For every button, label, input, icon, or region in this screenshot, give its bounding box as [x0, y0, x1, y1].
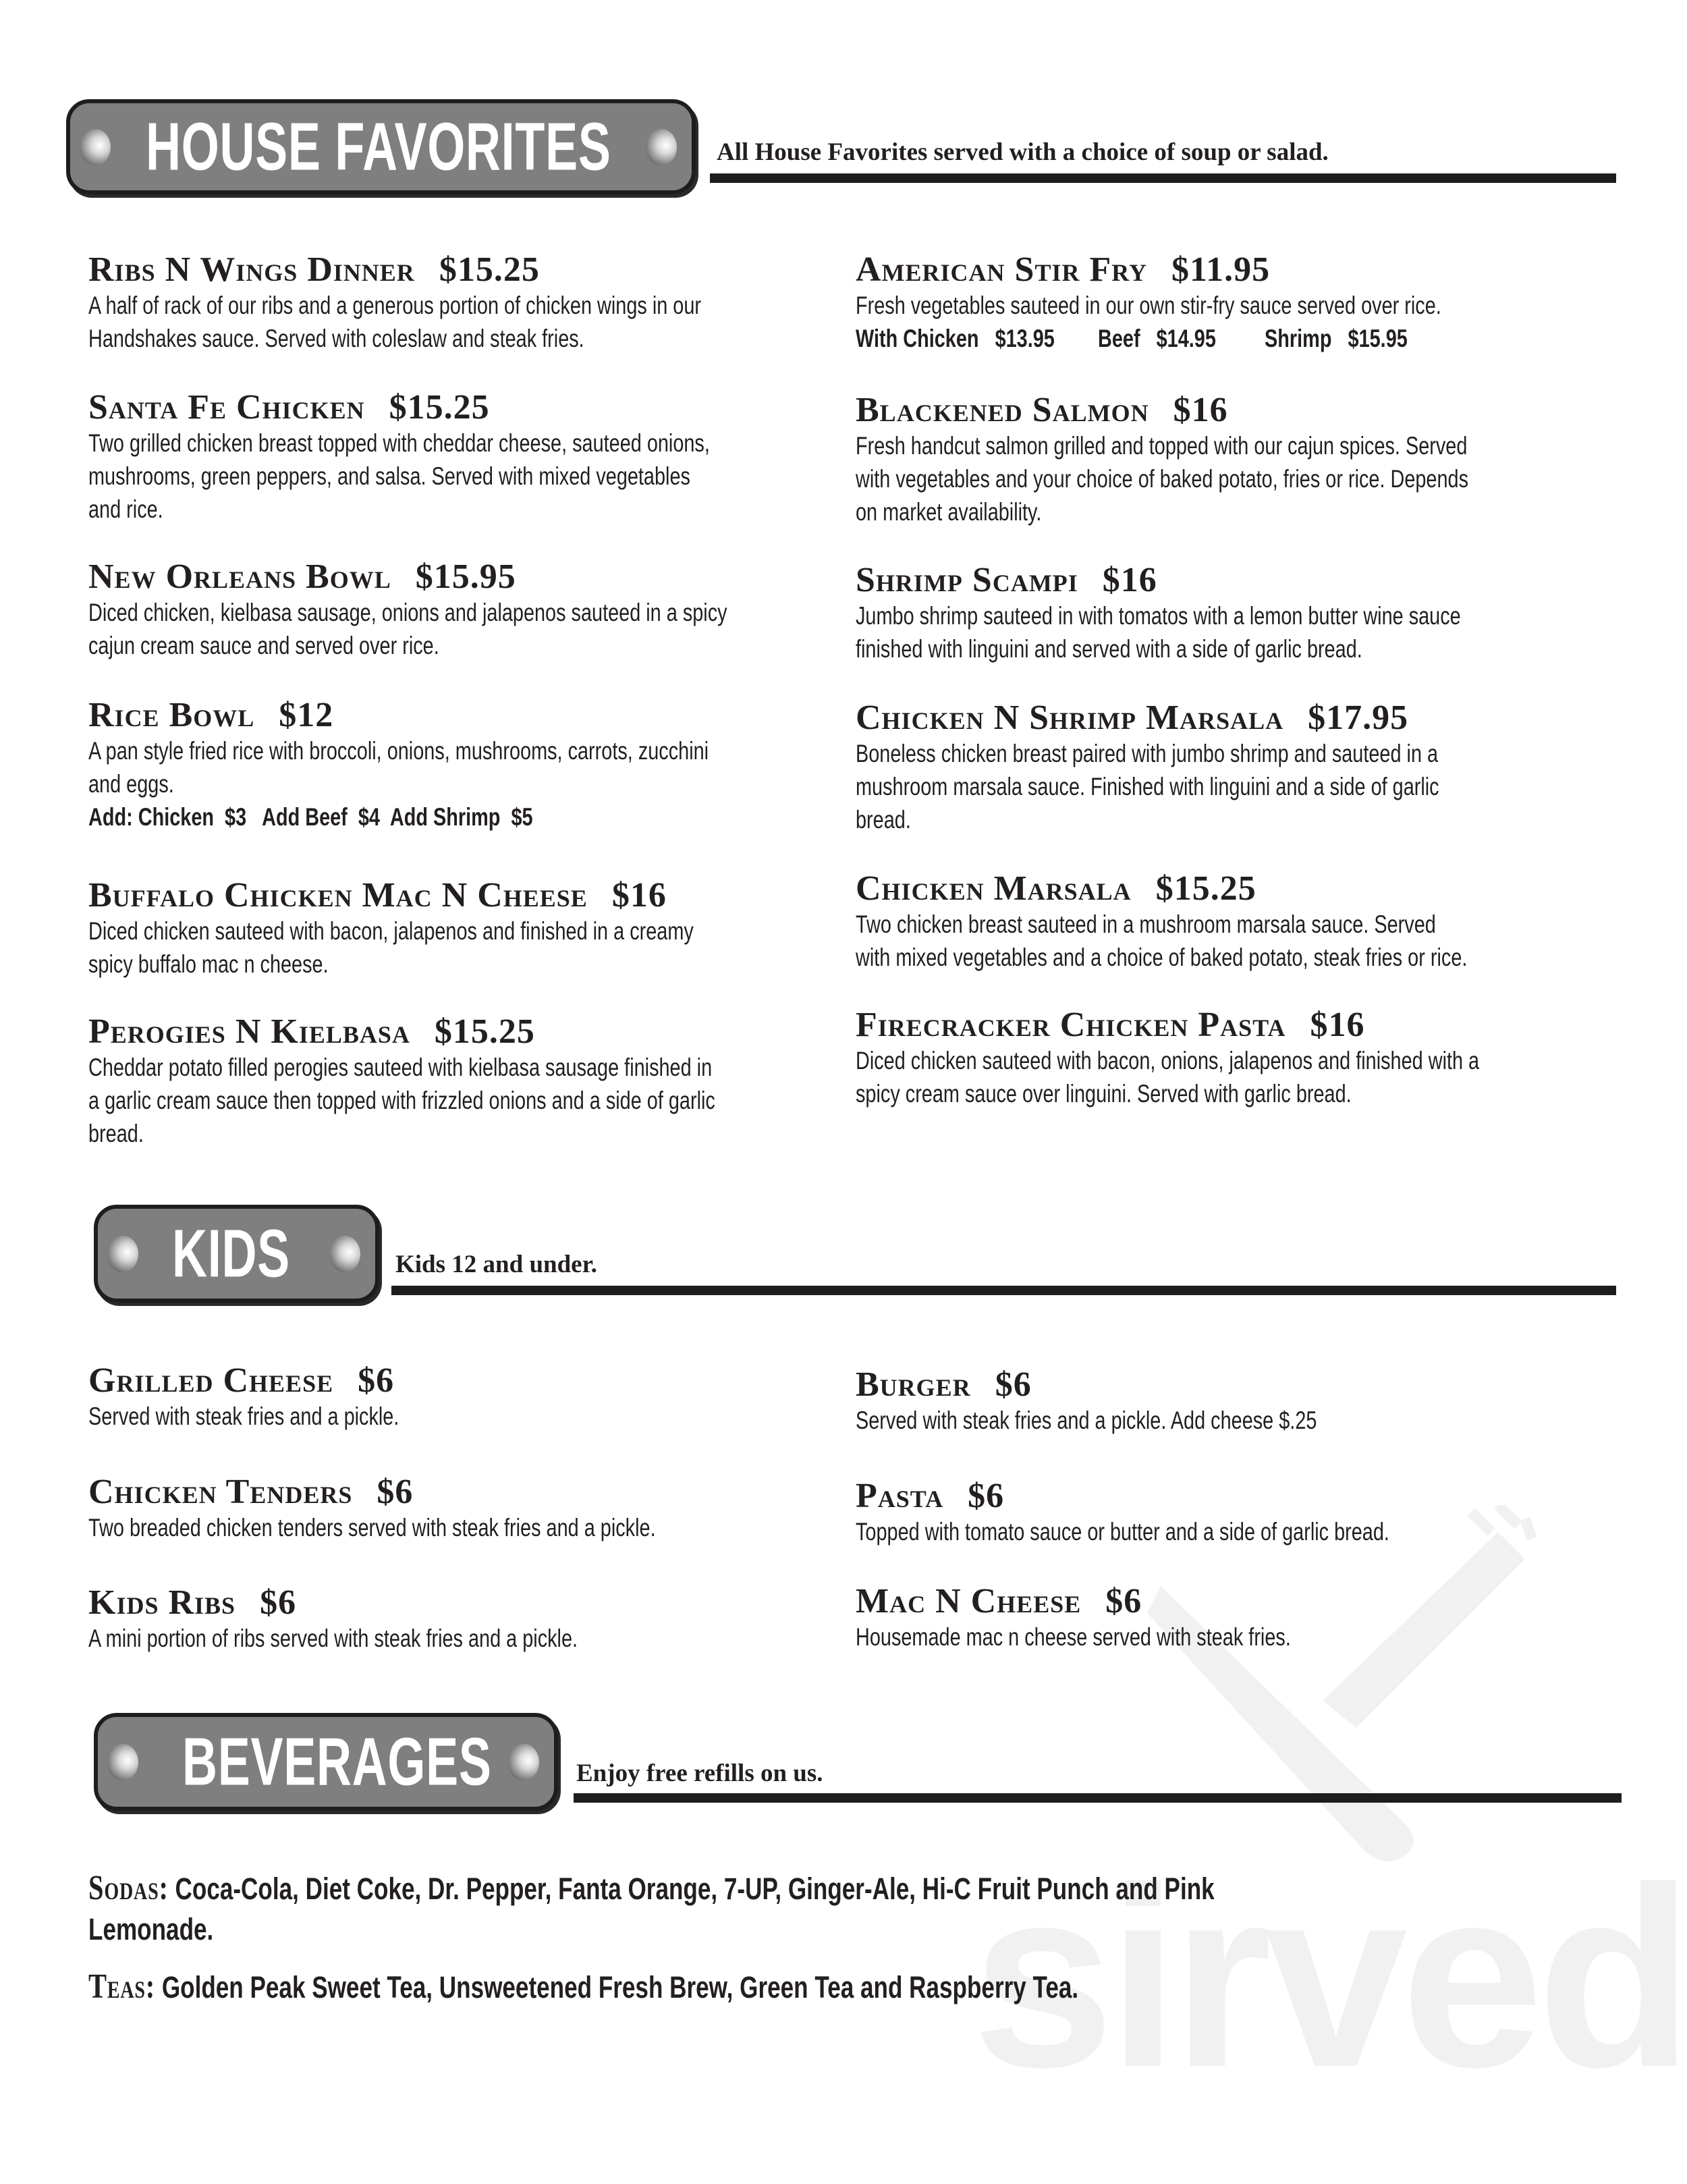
item-title: [856, 1006, 1638, 1044]
section-subtitle: Enjoy free refills on us.: [576, 1759, 823, 1787]
description-line: Two breaded chicken tenders served with steak fries and a pickle.: [88, 1514, 656, 1541]
section-title: HOUSE FAVORITES: [146, 109, 611, 184]
section-title: BEVERAGES: [182, 1724, 492, 1799]
item-description: [856, 737, 1645, 836]
item-description: [88, 1622, 878, 1655]
menu-item: [88, 877, 871, 981]
description-line: spicy buffalo mac n cheese.: [88, 950, 329, 978]
description-line: Boneless chicken breast paired with jumbo shrimp and sauteed in a: [856, 740, 1439, 767]
item-name: Pasta: [856, 1477, 944, 1515]
item-name: Shrimp Scampi: [856, 561, 1078, 599]
item-name: Chicken Tenders: [88, 1473, 353, 1511]
item-price: $6: [968, 1477, 1005, 1515]
description-line: Diced chicken sauteed with bacon, jalapenos and finished in a creamy: [88, 917, 694, 945]
item-description: [856, 1620, 1645, 1654]
item-title: [856, 870, 1638, 908]
item-name: New Orleans Bowl: [88, 557, 391, 596]
item-name: Burger: [856, 1365, 971, 1404]
item-name: American Stir Fry: [856, 250, 1147, 289]
teas-label: Teas:: [88, 1967, 156, 2006]
menu-item: [856, 562, 1638, 665]
item-price: $15.25: [439, 250, 540, 289]
item-title: [856, 1477, 1638, 1515]
menu-item: [88, 251, 871, 355]
item-description: [88, 1400, 878, 1433]
divider: [710, 173, 1616, 183]
description-line: bread.: [88, 1120, 144, 1147]
item-title: [856, 391, 1638, 429]
item-price: $12: [279, 696, 334, 734]
item-price: $6: [260, 1583, 297, 1622]
ball-icon: [107, 1236, 138, 1272]
description-line: Fresh vegetables sauteed in our own stir-fry sauce served over rice.: [856, 292, 1441, 319]
description-line: with mixed vegetables and a choice of baked potato, steak fries or rice.: [856, 944, 1468, 971]
menu-item: [856, 1477, 1638, 1548]
description-line: and eggs.: [88, 770, 174, 798]
description-line: a garlic cream sauce then topped with frizzled onions and a side of garlic: [88, 1087, 715, 1114]
menu-item: [88, 1473, 871, 1544]
description-line: cajun cream sauce and served over rice.: [88, 632, 439, 659]
item-price: $15.25: [389, 388, 490, 427]
divider: [391, 1286, 1616, 1295]
description-line: Two grilled chicken breast topped with cheddar cheese, sauteed onions,: [88, 429, 710, 457]
description-line: A half of rack of our ribs and a generous portion of chicken wings in our: [88, 292, 702, 319]
divider: [574, 1793, 1622, 1803]
item-title: [88, 1584, 871, 1622]
item-title: [88, 1362, 871, 1400]
watermark: sirved: [972, 1834, 1687, 2121]
description-line: Served with steak fries and a pickle.: [88, 1402, 399, 1430]
menu-item: [88, 1362, 871, 1433]
fork-knife-icon: [1120, 1505, 1539, 1883]
ball-icon: [80, 129, 111, 165]
item-title: [856, 699, 1638, 737]
menu-item: [88, 558, 871, 662]
item-description: [856, 429, 1645, 528]
item-description: [88, 596, 878, 662]
section-subtitle: Kids 12 and under.: [395, 1251, 597, 1278]
description-line: A pan style fried rice with broccoli, onions, mushrooms, carrots, zucchini: [88, 737, 709, 765]
menu-item: [88, 389, 871, 526]
item-price: $6: [995, 1365, 1032, 1404]
item-title: [88, 251, 871, 289]
section-subtitle: All House Favorites served with a choice of soup or salad.: [717, 138, 1329, 166]
item-title: [88, 697, 871, 734]
item-name: Chicken N Shrimp Marsala: [856, 699, 1284, 737]
item-title: [88, 1473, 871, 1511]
menu-item: [856, 391, 1638, 528]
item-price: $16: [1173, 391, 1228, 429]
item-price: $15.25: [1155, 869, 1256, 908]
item-name: Santa Fe Chicken: [88, 388, 365, 427]
ball-icon: [508, 1744, 539, 1780]
item-name: Chicken Marsala: [856, 869, 1132, 908]
description-line: Fresh handcut salmon grilled and topped with our cajun spices. Served: [856, 432, 1468, 460]
teas-text: Golden Peak Sweet Tea, Unsweetened Fresh Brew, Green Tea and Raspberry Tea.: [161, 1970, 1079, 2004]
item-description: [856, 1044, 1645, 1110]
item-title: [88, 558, 871, 596]
menu-item: [856, 870, 1638, 974]
description-line: bread.: [856, 806, 911, 834]
item-title: [856, 562, 1638, 599]
item-addons: Add: Chicken $3 Add Beef $4 Add Shrimp $5: [88, 803, 533, 831]
item-price: $15.95: [415, 557, 516, 596]
house-favorites-badge: [66, 99, 696, 194]
menu-item: [856, 1366, 1638, 1437]
item-name: Ribs N Wings Dinner: [88, 250, 415, 289]
ball-icon: [329, 1236, 360, 1272]
item-description: [856, 289, 1645, 355]
item-price: $6: [358, 1361, 395, 1400]
beverages-badge: [94, 1713, 558, 1811]
sodas-label: Sodas:: [88, 1869, 169, 1907]
item-price: $6: [1105, 1582, 1142, 1620]
sodas: [88, 1868, 1215, 1950]
menu-item: [856, 251, 1638, 355]
sodas-text: Coca-Cola, Diet Coke, Dr. Pepper, Fanta Orange, 7-UP, Ginger-Ale, Hi-C Fruit Punch and Pink: [175, 1872, 1215, 1906]
item-price: $16: [1310, 1006, 1365, 1044]
menu-item: [88, 1584, 871, 1655]
description-line: with vegetables and your choice of baked potato, fries or rice. Depends: [856, 465, 1469, 493]
item-name: Blackened Salmon: [856, 391, 1149, 429]
item-name: Perogies N Kielbasa: [88, 1012, 410, 1051]
item-description: [88, 734, 878, 834]
section-title: KIDS: [172, 1216, 290, 1291]
item-name: Grilled Cheese: [88, 1361, 334, 1400]
description-line: Handshakes sauce. Served with coleslaw and steak fries.: [88, 325, 584, 352]
menu-item: [88, 697, 871, 834]
ball-icon: [107, 1744, 138, 1780]
item-name: Kids Ribs: [88, 1583, 236, 1622]
description-line: Diced chicken sauteed with bacon, onions, jalapenos and finished with a: [856, 1047, 1480, 1074]
ball-icon: [646, 129, 677, 165]
item-title: [856, 251, 1638, 289]
item-title: [88, 877, 871, 914]
description-line: Jumbo shrimp sauteed in with tomatos with a lemon butter wine sauce: [856, 602, 1461, 630]
item-description: [88, 914, 878, 981]
item-description: [88, 289, 878, 355]
item-price: $11.95: [1171, 250, 1271, 289]
item-name: Rice Bowl: [88, 696, 255, 734]
item-price: $6: [377, 1473, 414, 1511]
item-name: Firecracker Chicken Pasta: [856, 1006, 1286, 1044]
menu-item: [856, 1583, 1638, 1654]
item-description: [856, 908, 1645, 974]
description-line: A mini portion of ribs served with steak fries and a pickle.: [88, 1625, 578, 1652]
item-description: [88, 1051, 878, 1150]
item-title: [856, 1366, 1638, 1404]
description-line: mushrooms, green peppers, and salsa. Served with mixed vegetables: [88, 462, 690, 490]
description-line: Two chicken breast sauteed in a mushroom marsala sauce. Served: [856, 910, 1436, 938]
teas: [88, 1967, 1078, 2008]
description-line: finished with linguini and served with a side of garlic bread.: [856, 635, 1362, 663]
description-line: spicy cream sauce over linguini. Served with garlic bread.: [856, 1080, 1352, 1108]
item-title: [88, 1013, 871, 1051]
description-line: on market availability.: [856, 498, 1042, 526]
description-line: Cheddar potato filled perogies sauteed with kielbasa sausage finished in: [88, 1054, 713, 1081]
description-line: and rice.: [88, 495, 163, 523]
item-description: [856, 1515, 1645, 1548]
item-addons: With Chicken $13.95 Beef $14.95 Shrimp $15.95: [856, 325, 1408, 352]
item-title: [88, 389, 871, 427]
item-description: [88, 427, 878, 526]
item-description: [88, 1511, 878, 1544]
menu-item: [856, 1006, 1638, 1110]
item-description: [856, 1404, 1645, 1437]
kids-badge: [94, 1205, 379, 1303]
item-price: $15.25: [434, 1012, 535, 1051]
description-line: mushroom marsala sauce. Finished with linguini and a side of garlic: [856, 773, 1439, 800]
item-price: $17.95: [1308, 699, 1409, 737]
description-line: Diced chicken, kielbasa sausage, onions and jalapenos sauteed in a spicy: [88, 599, 727, 626]
item-description: [856, 599, 1645, 665]
menu-item: [856, 699, 1638, 836]
menu-item: [88, 1013, 871, 1150]
sodas-text-cont: Lemonade.: [88, 1912, 214, 1946]
description-line: Topped with tomato sauce or butter and a side of garlic bread.: [856, 1518, 1389, 1546]
item-price: $16: [611, 876, 667, 914]
item-title: [856, 1583, 1638, 1620]
item-name: Buffalo Chicken Mac N Cheese: [88, 876, 588, 914]
item-name: Mac N Cheese: [856, 1582, 1082, 1620]
description-line: Housemade mac n cheese served with steak fries.: [856, 1623, 1291, 1651]
item-price: $16: [1102, 561, 1157, 599]
description-line: Served with steak fries and a pickle. Add cheese $.25: [856, 1407, 1317, 1434]
